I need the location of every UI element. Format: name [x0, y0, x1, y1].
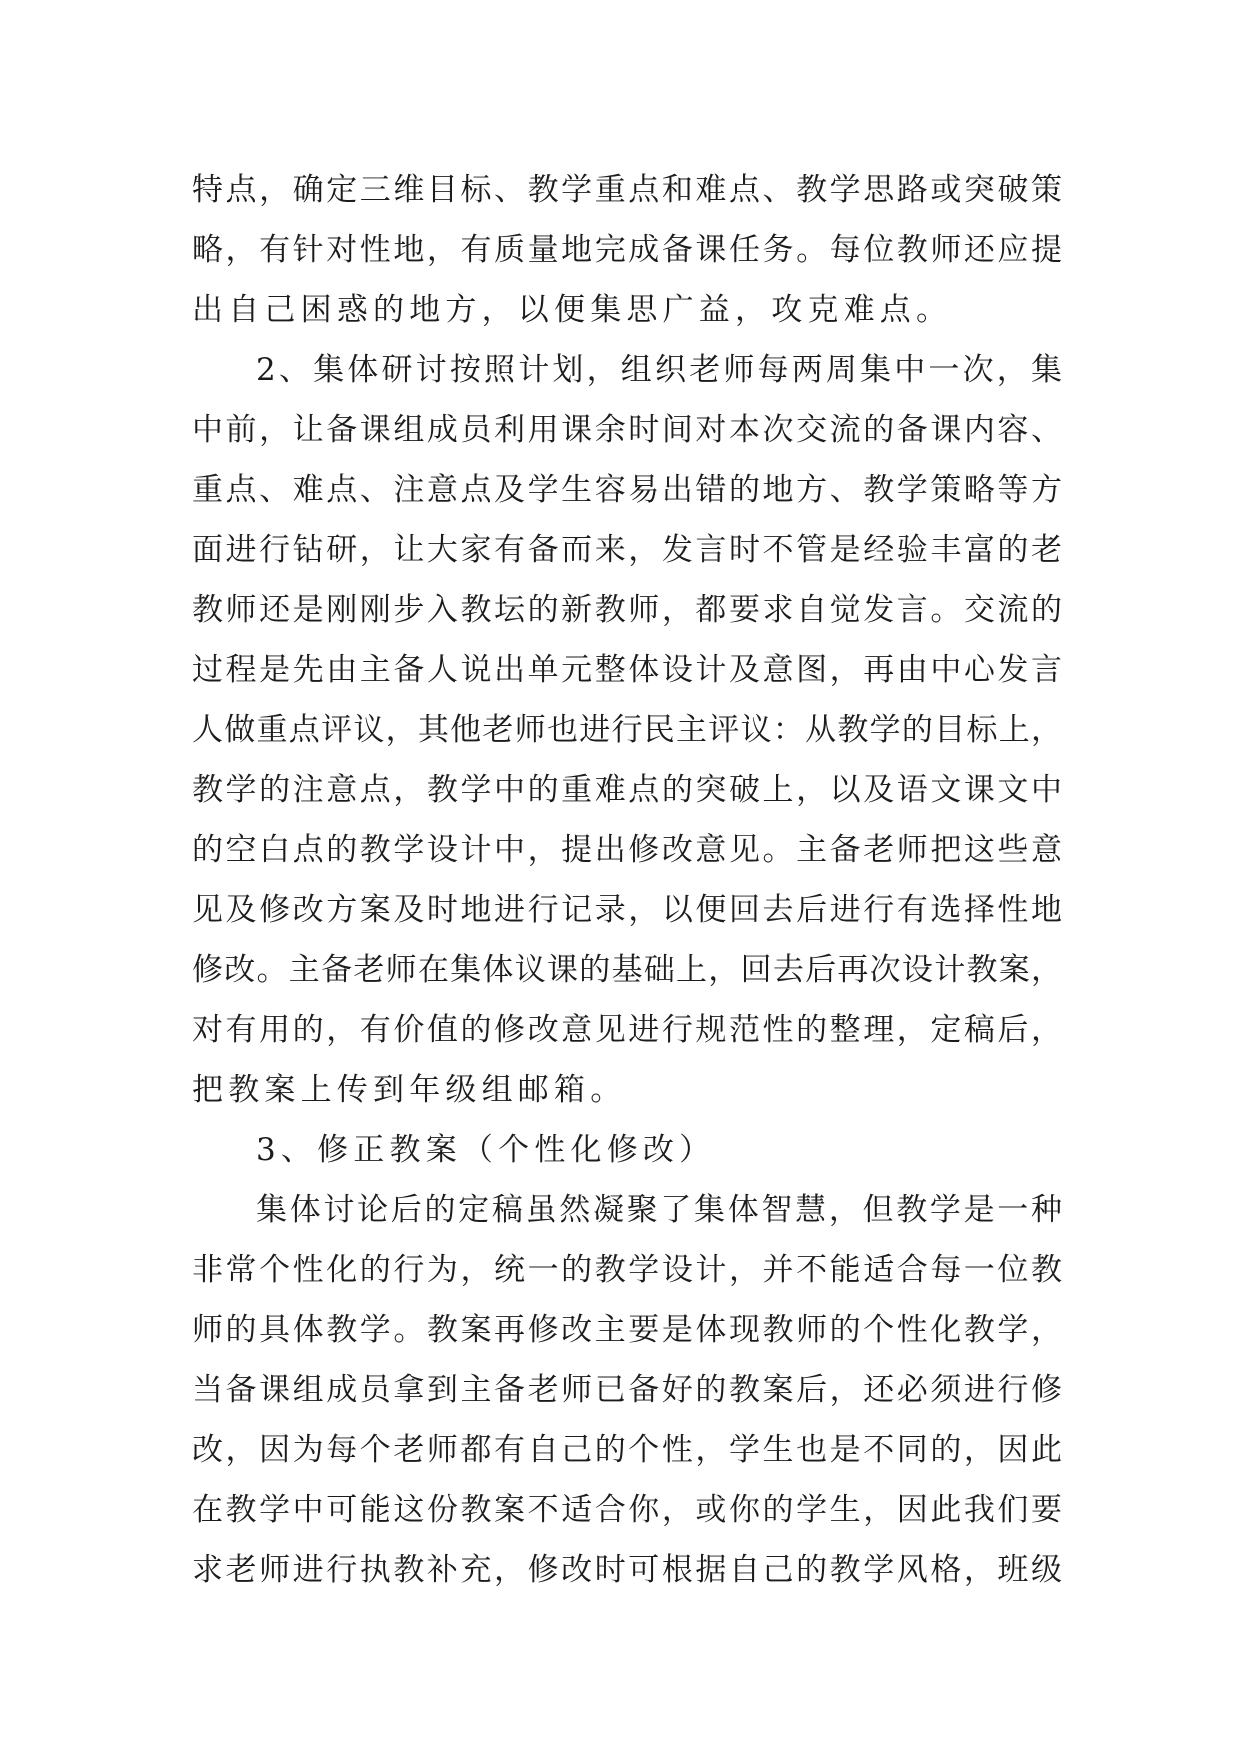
text-line: 非常个性化的行为，统一的教学设计，并不能适合每一位教	[192, 1252, 1062, 1288]
text-line: 在教学中可能这份教案不适合你，或你的学生，因此我们要	[192, 1492, 1062, 1528]
body-text	[192, 160, 1062, 1600]
text-line: 过程是先由主备人说出单元整体设计及意图，再由中心发言	[192, 652, 1062, 688]
text-line: 的空白点的教学设计中，提出修改意见。主备老师把这些意	[192, 832, 1062, 868]
text-line: 把教案上传到年级组邮箱。	[192, 1072, 627, 1108]
text-line: 特点，确定三维目标、教学重点和难点、教学思路或突破策	[192, 172, 1062, 208]
text-line: 出自己困惑的地方，以便集思广益，攻克难点。	[192, 292, 953, 328]
text-line: 人做重点评议，其他老师也进行民主评议：从教学的目标上，	[192, 712, 1062, 748]
text-line: 略，有针对性地，有质量地完成备课任务。每位教师还应提	[192, 232, 1062, 268]
text-line: 教学的注意点，教学中的重难点的突破上，以及语文课文中	[192, 772, 1062, 808]
text-line: 对有用的，有价值的修改意见进行规范性的整理，定稿后，	[192, 1012, 1062, 1048]
text-line: 3、修正教案（个性化修改）	[256, 1132, 716, 1168]
text-line: 当备课组成员拿到主备老师已备好的教案后，还必须进行修	[192, 1372, 1062, 1408]
text-line: 求老师进行执教补充，修改时可根据自己的教学风格，班级	[192, 1552, 1062, 1588]
text-line: 2、集体研讨按照计划，组织老师每两周集中一次，集	[256, 352, 1062, 388]
text-line: 改，因为每个老师都有自己的个性，学生也是不同的，因此	[192, 1432, 1062, 1468]
text-line: 中前，让备课组成员利用课余时间对本次交流的备课内容、	[192, 412, 1062, 448]
text-line: 重点、难点、注意点及学生容易出错的地方、教学策略等方	[192, 472, 1062, 508]
text-line: 师的具体教学。教案再修改主要是体现教师的个性化教学，	[192, 1312, 1062, 1348]
text-line: 修改。主备老师在集体议课的基础上，回去后再次设计教案，	[192, 952, 1062, 988]
text-line: 集体讨论后的定稿虽然凝聚了集体智慧，但教学是一种	[256, 1192, 1062, 1228]
text-line: 教师还是刚刚步入教坛的新教师，都要求自觉发言。交流的	[192, 592, 1062, 628]
text-line: 面进行钻研，让大家有备而来，发言时不管是经验丰富的老	[192, 532, 1062, 568]
text-line: 见及修改方案及时地进行记录，以便回去后进行有选择性地	[192, 892, 1062, 928]
